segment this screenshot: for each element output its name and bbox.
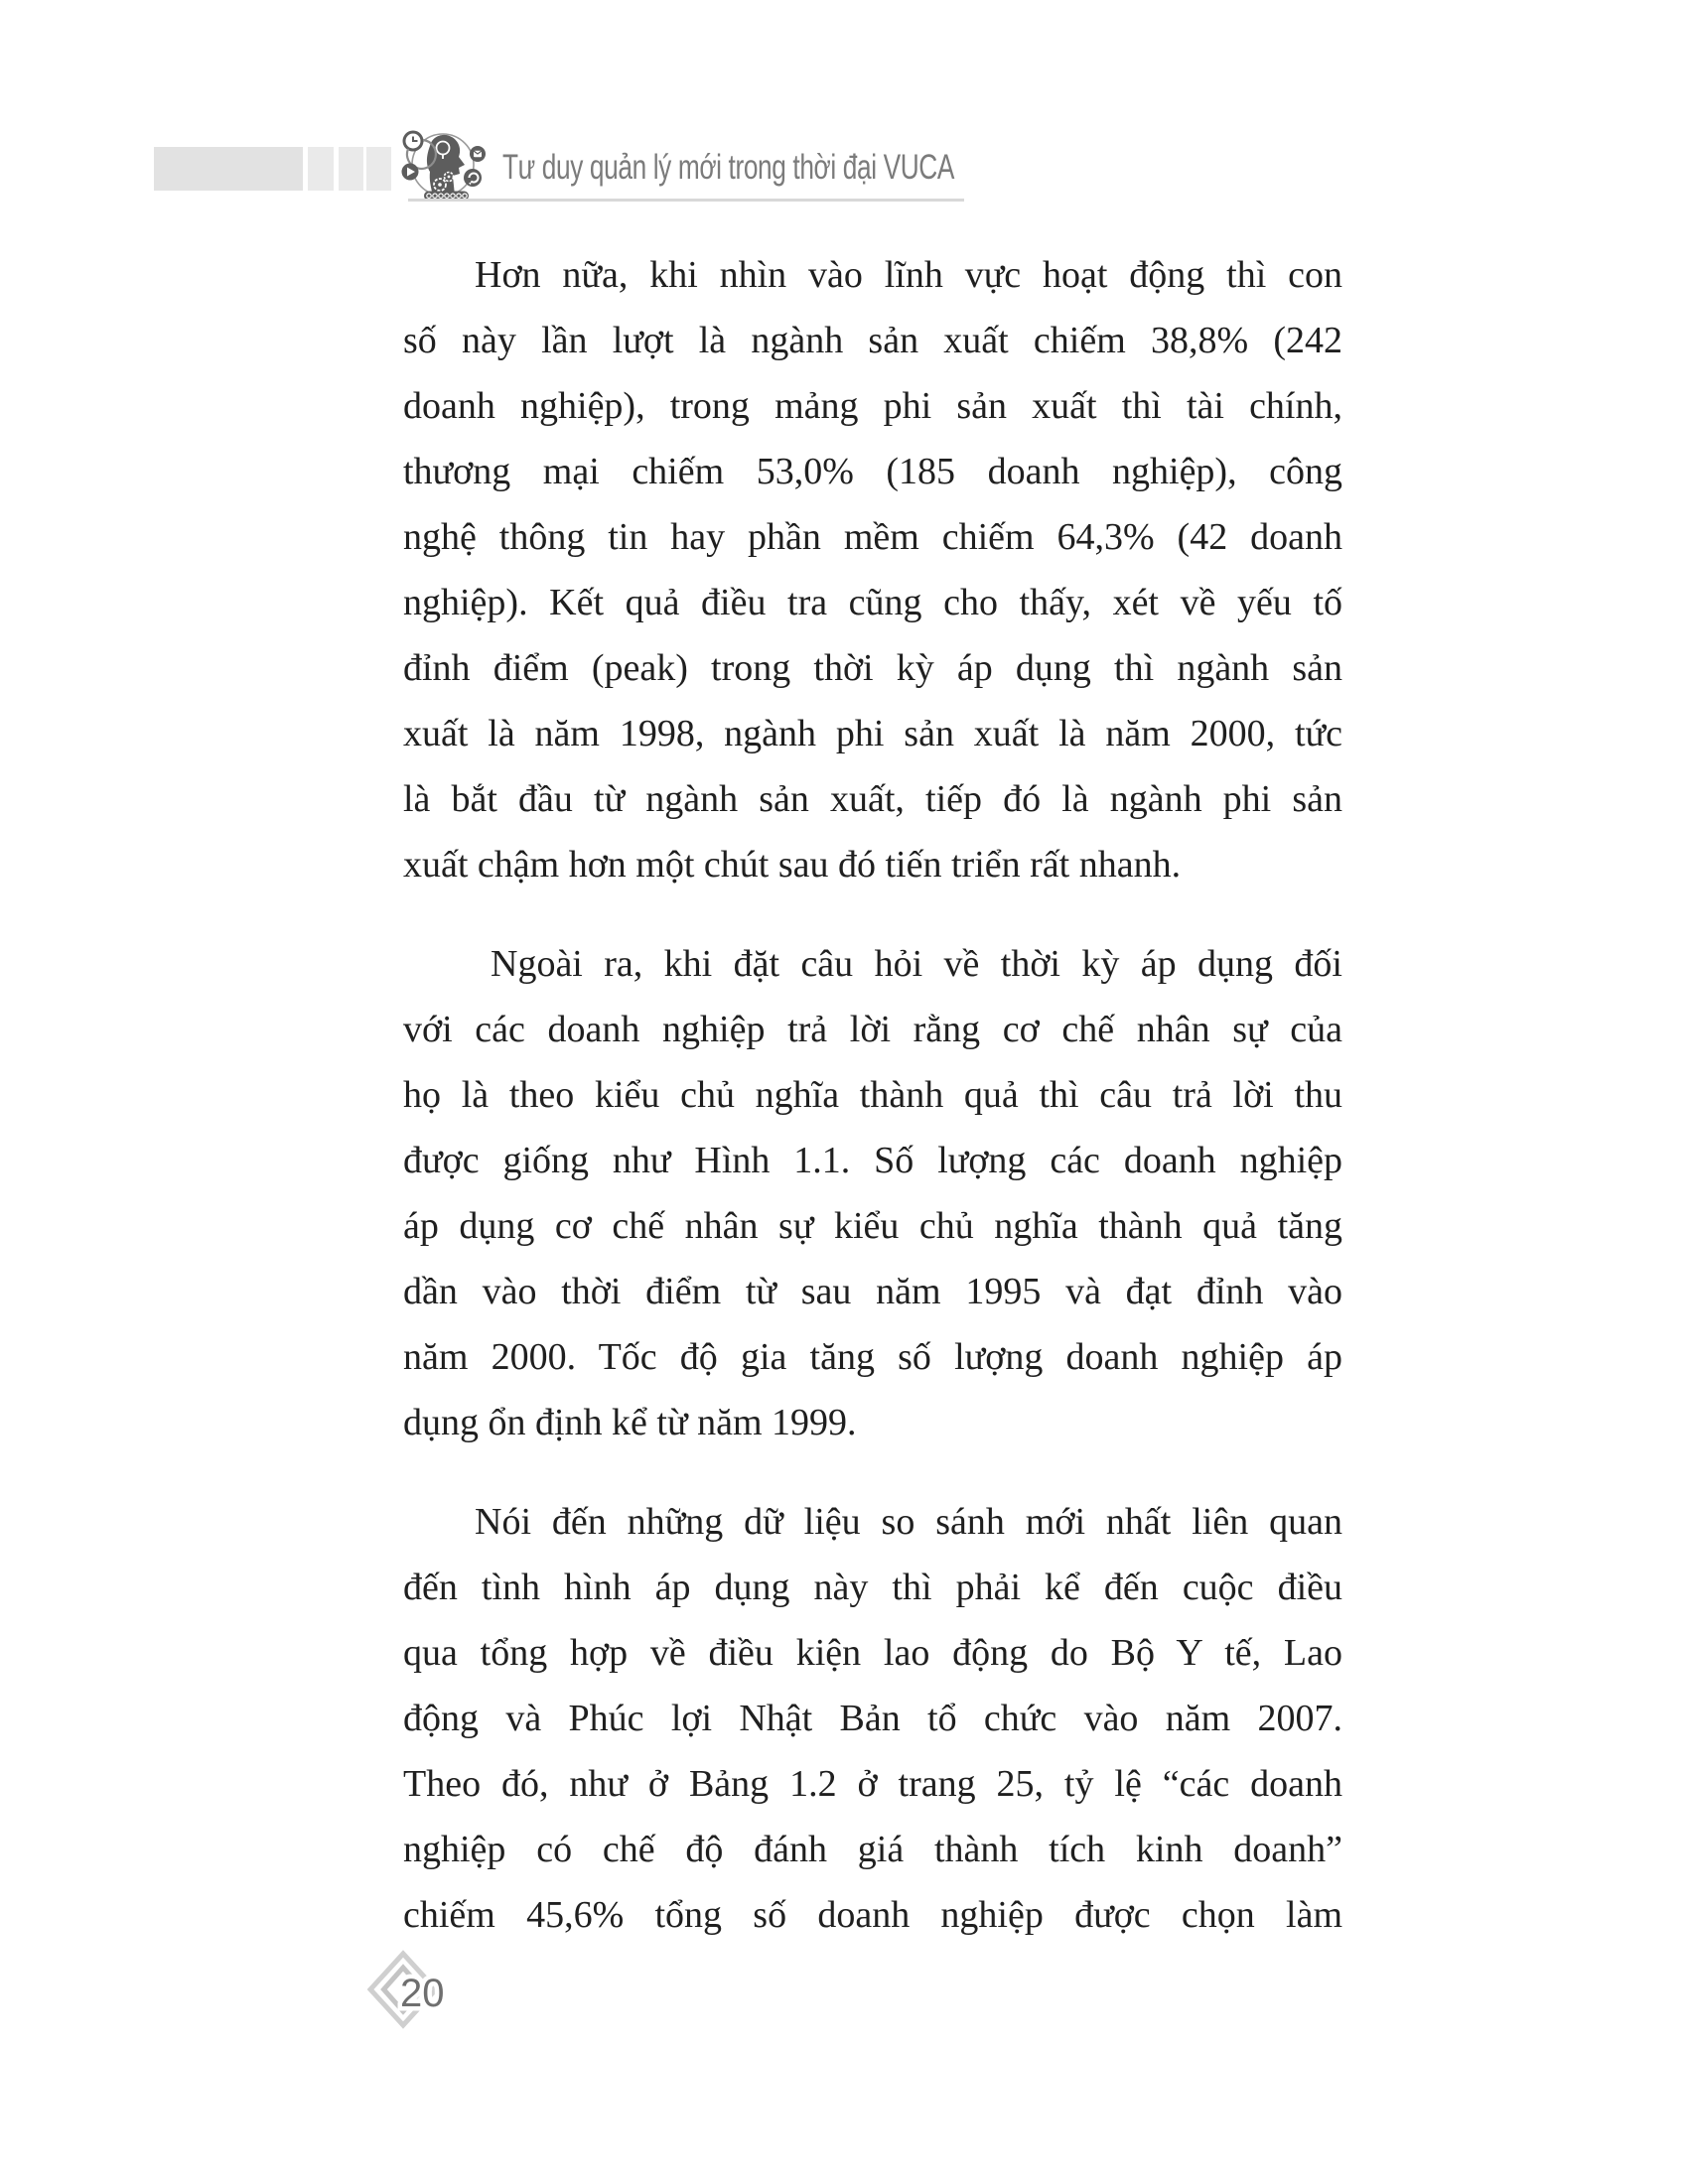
mail-badge-icon	[470, 146, 486, 162]
text-line: áp dụng cơ chế nhân sự kiểu chủ nghĩa thành quả tăng	[403, 1205, 1342, 1247]
header-underline	[408, 199, 964, 202]
text-line: năm 2000. Tốc độ gia tăng số lượng doanh nghiệp áp	[403, 1336, 1342, 1378]
text-line: với các doanh nghiệp trả lời rằng cơ chế nhân sự của	[403, 1009, 1342, 1050]
text-line: họ là theo kiểu chủ nghĩa thành quả thì câu trả lời thu	[403, 1074, 1342, 1116]
header-square	[366, 147, 391, 191]
text-line: Ngoài ra, khi đặt câu hỏi về thời kỳ áp dụng đối	[491, 943, 1342, 985]
paragraph	[403, 242, 1342, 897]
text-line: nghiệp). Kết quả điều tra cũng cho thấy, xét về yếu tố	[403, 582, 1342, 623]
text-line: chiếm 45,6% tổng số doanh nghiệp được chọn làm	[403, 1894, 1342, 1936]
text-line: số này lần lượt là ngành sản xuất chiếm 38,8% (242	[403, 320, 1342, 361]
play-badge-icon	[402, 164, 419, 181]
header-bar	[154, 147, 303, 191]
text-line: đến tình hình áp dụng này thì phải kể đến cuộc điều	[403, 1567, 1342, 1608]
text-line: xuất chậm hơn một chút sau đó tiến triển rất nhanh.	[403, 844, 1182, 886]
text-line: là bắt đầu từ ngành sản xuất, tiếp đó là ngành phi sản	[403, 778, 1342, 820]
paragraph	[403, 1489, 1342, 1948]
text-line: doanh nghiệp), trong mảng phi sản xuất thì tài chính,	[403, 385, 1342, 427]
page-number: 20	[400, 1972, 445, 2015]
clock-icon	[403, 131, 424, 152]
text-line: qua tổng hợp về điều kiện lao động do Bộ Y tế, Lao	[403, 1632, 1342, 1674]
paragraph	[403, 931, 1342, 1455]
text-line: dụng ổn định kể từ năm 1999.	[403, 1402, 857, 1443]
text-line: đỉnh điểm (peak) trong thời kỳ áp dụng thì ngành sản	[403, 647, 1342, 689]
text-line: dần vào thời điểm từ sau năm 1995 và đạt đỉnh vào	[403, 1271, 1342, 1312]
text-line: Hơn nữa, khi nhìn vào lĩnh vực hoạt động thì con	[475, 254, 1342, 296]
page-number-ornament	[367, 1948, 449, 2033]
thinking-head-logo	[399, 128, 487, 204]
text-line: Theo đó, như ở Bảng 1.2 ở trang 25, tỷ lệ “các doanh	[403, 1763, 1342, 1805]
text-line: động và Phúc lợi Nhật Bản tổ chức vào năm 2007.	[403, 1698, 1342, 1739]
text-line: Nói đến những dữ liệu so sánh mới nhất liên quan	[475, 1501, 1342, 1543]
text-line: thương mại chiếm 53,0% (185 doanh nghiệp), công	[403, 451, 1342, 492]
body-text	[403, 242, 1342, 1948]
header-square	[308, 147, 334, 191]
header-square	[339, 147, 363, 191]
text-line: nghệ thông tin hay phần mềm chiếm 64,3% (42 doanh	[403, 516, 1342, 558]
page-title: Tư duy quản lý mới trong thời đại VUCA	[502, 148, 955, 187]
text-line: xuất là năm 1998, ngành phi sản xuất là năm 2000, tức	[403, 713, 1342, 754]
refresh-badge-icon	[464, 169, 482, 187]
text-line: nghiệp có chế độ đánh giá thành tích kinh doanh”	[403, 1829, 1342, 1870]
text-line: được giống như Hình 1.1. Số lượng các doanh nghiệp	[403, 1140, 1342, 1181]
